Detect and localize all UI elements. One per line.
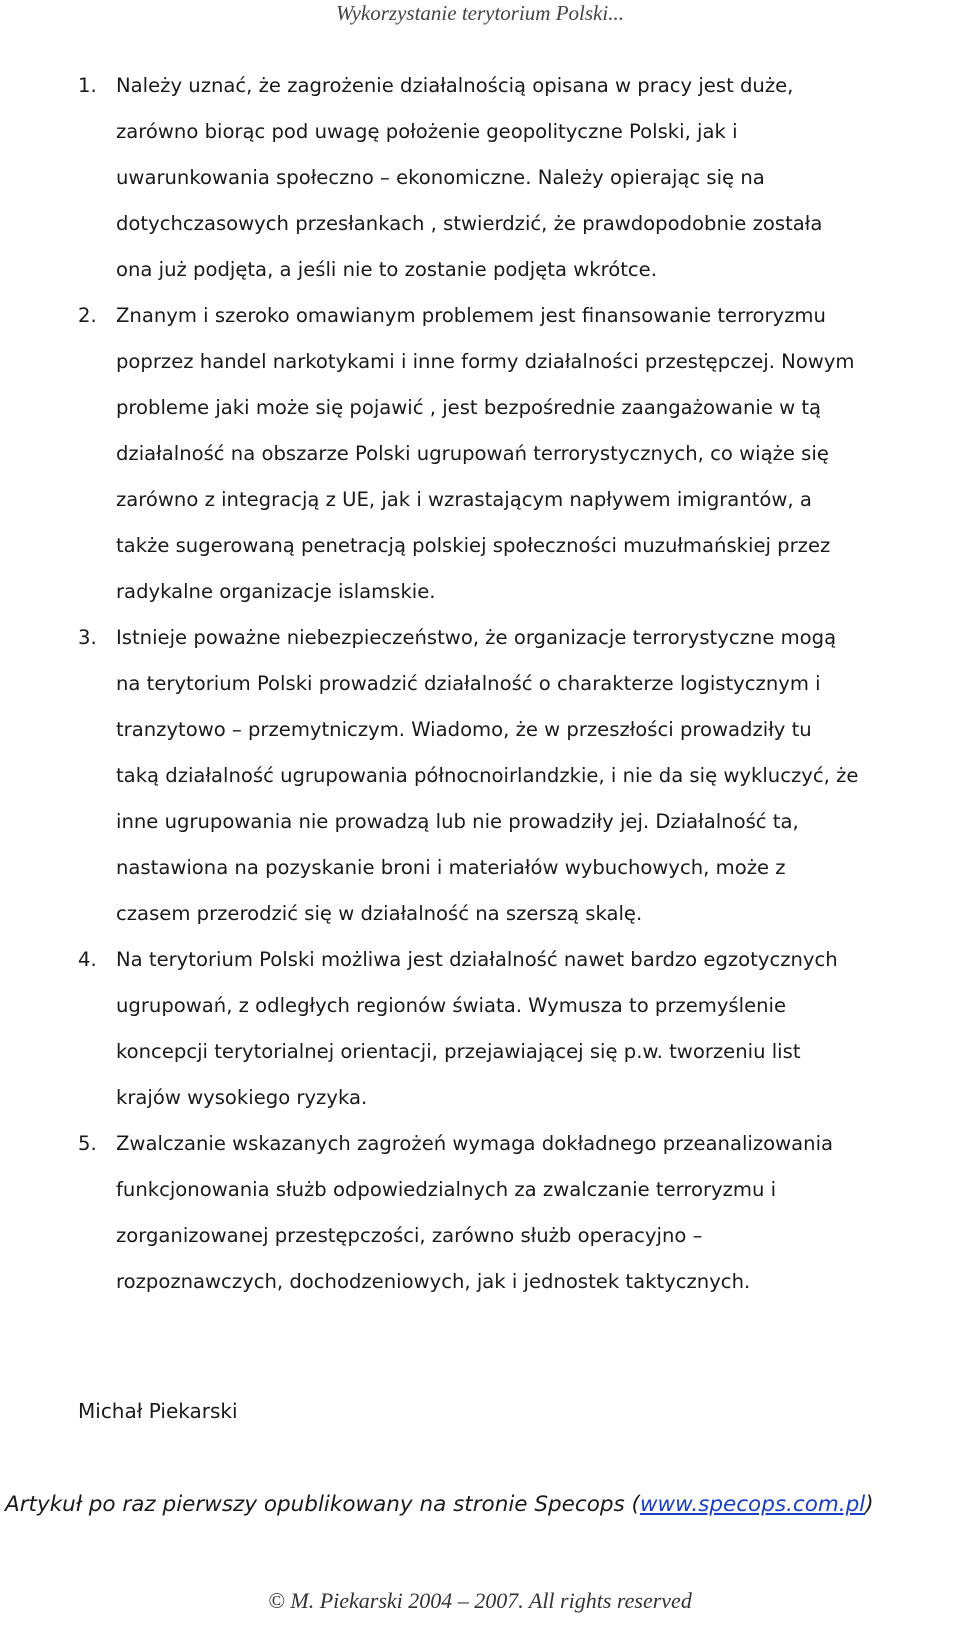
list-item [78,63,958,293]
running-header: Wykorzystanie terytorium Polski... [336,1,624,25]
list-item-number: 1. [78,74,97,97]
list-item [78,1121,958,1305]
list-item [78,615,958,937]
list-item-text: Należy uznać, że zagrożenie działalnością opisana w pracy jest duże, zarówno biorąc pod uwagę położenie geopolityczne Polski, jak i uwarunkowania społeczno – ekonomiczne. Należy opierając się na dotychczasowych przesłankach , stwierdzić, że prawdopodobnie została ona już podjęta, a jeśli nie to zostanie podjęta wkrótce. [116,74,823,281]
list-item [78,293,958,615]
list-item-text: Istnieje poważne niebezpieczeństwo, że organizacje terrorystyczne mogą na terytorium Polski prowadzić działalność o charakterze logistycznym i tranzytowo – przemytniczym. Wiadomo, że w przeszłości prowadziły tu taką działalność ugrupowania północnoirlandzkie, i nie da się wykluczyć, że inne ugrupowania nie prowadzą lub nie prowadziły jej. Działalność ta, nastawiona na pozyskanie broni i materiałów wybuchowych, może z czasem przerodzić się w działalność na szerszą skalę. [116,626,859,925]
list-item-text: Zwalczanie wskazanych zagrożeń wymaga dokładnego przeanalizowania funkcjonowania służb odpowiedzialnych za zwalczanie terroryzmu i zorganizowanej przestępczości, zarówno służb operacyjno – rozpoznawczych, dochodzeniowych, jak i jednostek taktycznych. [116,1132,834,1293]
publication-note-suffix: ) [865,1492,874,1517]
list-item-number: 3. [78,626,97,649]
publication-note-prefix: Artykuł po raz pierwszy opublikowany na stronie Specops ( [5,1492,640,1517]
publication-note [5,1490,955,1520]
list-item-text: Na terytorium Polski możliwa jest działalność nawet bardzo egzotycznych ugrupowań, z odległych regionów świata. Wymusza to przemyślenie koncepcji terytorialnej orientacji, przejawiającej się p.w. tworzeniu list krajów wysokiego ryzyka. [116,948,838,1109]
list-item-number: 5. [78,1132,97,1155]
list-item [78,937,958,1121]
conclusions-list [78,63,958,1305]
list-item-text: Znanym i szeroko omawianym problemem jest finansowanie terroryzmu poprzez handel narkotykami i inne formy działalności przestępczej. Nowym probleme jaki może się pojawić , jest bezpośrednie zaangażowanie w tą działalność na obszarze Polski ugrupowań terrorystycznych, co wiąże się zarówno z integracją z UE, jak i wzrastającym napływem imigrantów, a także sugerowaną penetracją polskiej społeczności muzułmańskiej przez radykalne organizacje islamskie. [116,304,855,603]
author-name: Michał Piekarski [78,1399,238,1423]
list-item-number: 4. [78,948,97,971]
copyright-footer: © M. Piekarski 2004 – 2007. All rights reserved [268,1588,692,1613]
list-item-number: 2. [78,304,97,327]
specops-link[interactable]: www.specops.com.pl [639,1492,866,1517]
